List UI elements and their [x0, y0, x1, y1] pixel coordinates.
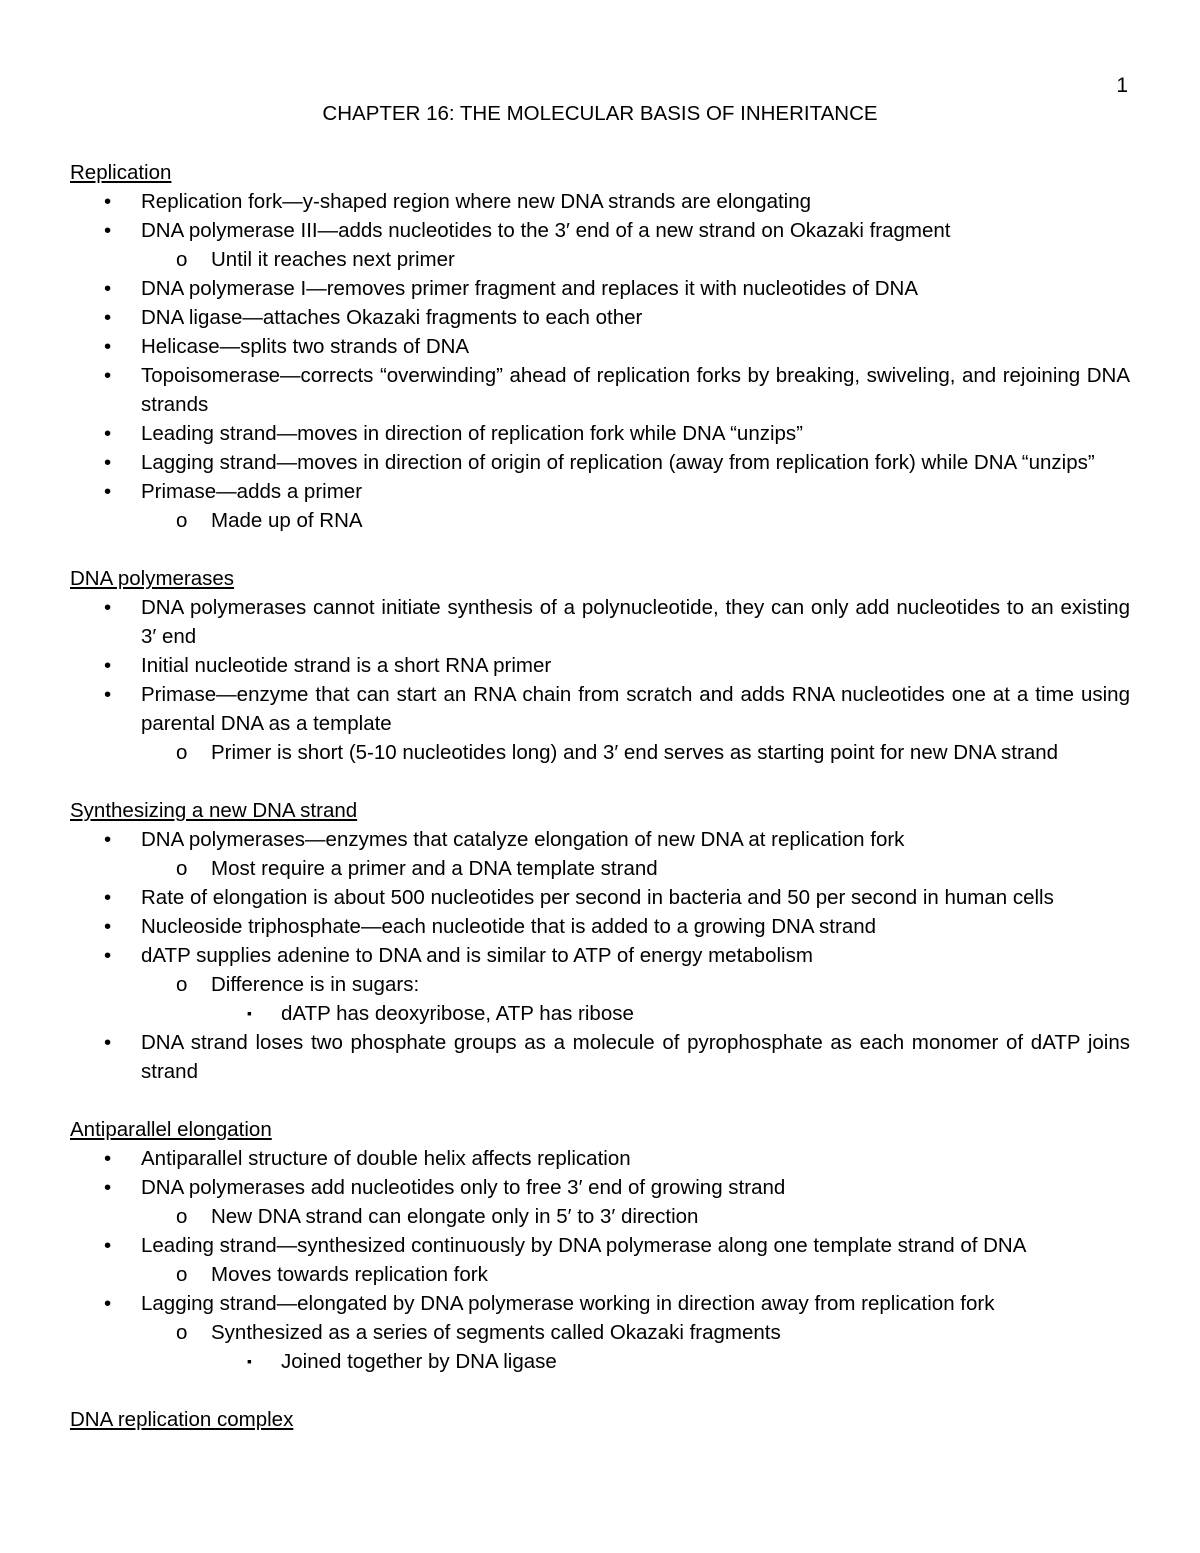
bullet-icon: •	[104, 1031, 112, 1054]
list-item-text: dATP supplies adenine to DNA and is similar to ATP of energy metabolism	[141, 944, 813, 967]
list-item-text: Lagging strand—moves in direction of origin of replication (away from replication fork) while DNA “unzips”	[141, 451, 1095, 474]
bullet-icon: •	[104, 1292, 112, 1315]
list-item	[70, 825, 1130, 854]
circle-bullet-icon: o	[176, 1263, 188, 1286]
bullet-icon: •	[104, 451, 112, 474]
list-item-text: dATP has deoxyribose, ATP has ribose	[281, 1002, 634, 1025]
list-item-text: Most require a primer and a DNA template strand	[211, 857, 658, 880]
list-item	[70, 245, 1130, 274]
list-item-text: Moves towards replication fork	[211, 1263, 488, 1286]
list-item	[70, 912, 1130, 941]
document-body	[70, 158, 1130, 1434]
list-item-text: Primer is short (5-10 nucleotides long) and 3′ end serves as starting point for new DNA strand	[211, 741, 1059, 764]
list-item-text: Primase—enzyme that can start an RNA chain from scratch and adds RNA nucleotides one at a time using parental DNA as a template	[141, 683, 1130, 735]
list-item-text: DNA polymerases add nucleotides only to free 3′ end of growing strand	[141, 1176, 786, 1199]
bullet-icon: •	[104, 422, 112, 445]
list-item	[70, 332, 1130, 361]
bullet-icon: •	[104, 654, 112, 677]
list-item-text: DNA strand loses two phosphate groups as a molecule of pyrophosphate as each monomer of dATP joins strand	[141, 1031, 1130, 1083]
section	[70, 796, 1130, 1086]
list-item	[70, 941, 1130, 970]
circle-bullet-icon: o	[176, 741, 188, 764]
list-item	[70, 361, 1130, 419]
square-bullet-icon: ▪	[247, 1353, 252, 1369]
bullet-icon: •	[104, 915, 112, 938]
list-item	[70, 593, 1130, 651]
circle-bullet-icon: o	[176, 857, 188, 880]
bullet-icon: •	[104, 683, 112, 706]
list-item-text: New DNA strand can elongate only in 5′ to 3′ direction	[211, 1205, 699, 1228]
list-item-text: Until it reaches next primer	[211, 248, 455, 271]
bullet-list	[70, 825, 1130, 1086]
bullet-icon: •	[104, 277, 112, 300]
list-item	[70, 1347, 1130, 1376]
bullet-icon: •	[104, 335, 112, 358]
bullet-icon: •	[104, 1176, 112, 1199]
list-item	[70, 738, 1130, 767]
list-item-text: Synthesized as a series of segments called Okazaki fragments	[211, 1321, 781, 1344]
list-item	[70, 883, 1130, 912]
list-item-text: Primase—adds a primer	[141, 480, 363, 503]
list-item	[70, 303, 1130, 332]
bullet-icon: •	[104, 886, 112, 909]
list-item	[70, 419, 1130, 448]
circle-bullet-icon: o	[176, 509, 188, 532]
bullet-list	[70, 1144, 1130, 1376]
list-item	[70, 651, 1130, 680]
list-item-text: DNA polymerase III—adds nucleotides to the 3′ end of a new strand on Okazaki fragment	[141, 219, 951, 242]
list-item-text: Leading strand—synthesized continuously by DNA polymerase along one template strand of DNA	[141, 1234, 1027, 1257]
list-item	[70, 680, 1130, 738]
bullet-list	[70, 187, 1130, 535]
circle-bullet-icon: o	[176, 1205, 188, 1228]
list-item	[70, 1318, 1130, 1347]
list-item	[70, 506, 1130, 535]
list-item-text: Difference is in sugars:	[211, 973, 420, 996]
section-heading: DNA replication complex	[70, 1408, 294, 1431]
list-item	[70, 854, 1130, 883]
bullet-icon: •	[104, 828, 112, 851]
section-heading: Synthesizing a new DNA strand	[70, 799, 358, 822]
list-item	[70, 970, 1130, 999]
list-item	[70, 1173, 1130, 1202]
section-heading: Antiparallel elongation	[70, 1118, 272, 1141]
list-item-text: DNA polymerases cannot initiate synthesis of a polynucleotide, they can only add nucleotides to an existing 3′ end	[141, 596, 1130, 648]
list-item	[70, 187, 1130, 216]
list-item-text: Leading strand—moves in direction of replication fork while DNA “unzips”	[141, 422, 804, 445]
bullet-icon: •	[104, 364, 112, 387]
list-item-text: DNA polymerase I—removes primer fragment and replaces it with nucleotides of DNA	[141, 277, 919, 300]
list-item-text: Lagging strand—elongated by DNA polymerase working in direction away from replication fork	[141, 1292, 995, 1315]
bullet-icon: •	[104, 1234, 112, 1257]
list-item	[70, 1289, 1130, 1318]
list-item-text: Joined together by DNA ligase	[281, 1350, 557, 1373]
list-item	[70, 1231, 1130, 1260]
section	[70, 1115, 1130, 1376]
section	[70, 1405, 1130, 1434]
bullet-icon: •	[104, 1147, 112, 1170]
list-item	[70, 448, 1130, 477]
list-item-text: DNA ligase—attaches Okazaki fragments to each other	[141, 306, 643, 329]
bullet-icon: •	[104, 306, 112, 329]
list-item	[70, 477, 1130, 506]
list-item-text: Helicase—splits two strands of DNA	[141, 335, 470, 358]
section-heading: Replication	[70, 161, 172, 184]
list-item-text: Topoisomerase—corrects “overwinding” ahead of replication forks by breaking, swiveling, and rejoining DNA strands	[141, 364, 1130, 416]
list-item-text: Replication fork—y-shaped region where new DNA strands are elongating	[141, 190, 812, 213]
list-item	[70, 1028, 1130, 1086]
list-item	[70, 1144, 1130, 1173]
page-number: 1	[1116, 74, 1128, 97]
list-item-text: Antiparallel structure of double helix affects replication	[141, 1147, 631, 1170]
bullet-list	[70, 593, 1130, 767]
circle-bullet-icon: o	[176, 248, 188, 271]
list-item-text: Made up of RNA	[211, 509, 363, 532]
bullet-icon: •	[104, 480, 112, 503]
list-item-text: DNA polymerases—enzymes that catalyze elongation of new DNA at replication fork	[141, 828, 905, 851]
list-item-text: Rate of elongation is about 500 nucleotides per second in bacteria and 50 per second in human cells	[141, 886, 1054, 909]
bullet-icon: •	[104, 596, 112, 619]
circle-bullet-icon: o	[176, 1321, 188, 1344]
square-bullet-icon: ▪	[247, 1005, 252, 1021]
list-item	[70, 1202, 1130, 1231]
bullet-icon: •	[104, 219, 112, 242]
list-item-text: Initial nucleotide strand is a short RNA primer	[141, 654, 552, 677]
bullet-icon: •	[104, 944, 112, 967]
section-heading: DNA polymerases	[70, 567, 235, 590]
document-title: CHAPTER 16: THE MOLECULAR BASIS OF INHERITANCE	[322, 102, 878, 125]
list-item	[70, 216, 1130, 245]
list-item	[70, 999, 1130, 1028]
list-item	[70, 1260, 1130, 1289]
circle-bullet-icon: o	[176, 973, 188, 996]
list-item	[70, 274, 1130, 303]
section	[70, 564, 1130, 767]
bullet-icon: •	[104, 190, 112, 213]
list-item-text: Nucleoside triphosphate—each nucleotide that is added to a growing DNA strand	[141, 915, 877, 938]
section	[70, 158, 1130, 535]
